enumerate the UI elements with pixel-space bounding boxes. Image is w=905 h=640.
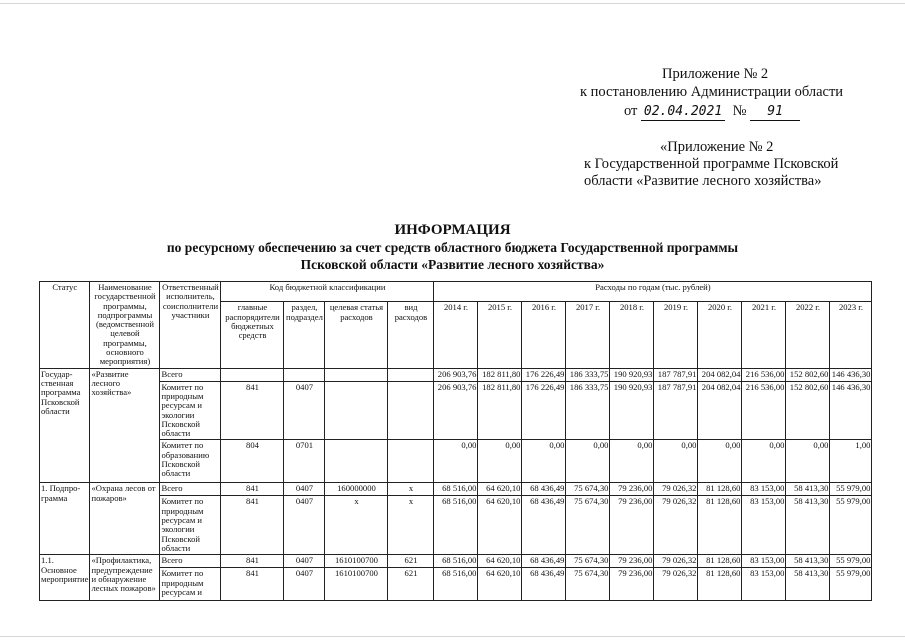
col-name: Наименование государственной программы, подпрограммы (ведомственной целевой программы, основного мероприятия) xyxy=(90,282,160,369)
row-value: 79 026,32 xyxy=(654,496,698,555)
row-grbs: 841 xyxy=(221,381,284,440)
col-year: 2014 г. xyxy=(434,302,478,368)
row-grbs: 841 xyxy=(221,483,284,496)
row-grbs: 841 xyxy=(221,555,284,568)
row-value: 204 082,04 xyxy=(698,381,742,440)
row-status: Государ-ственная программа Псковской области xyxy=(40,368,90,483)
row-value: 81 128,60 xyxy=(698,568,742,601)
row-rzpr: 0407 xyxy=(284,555,325,568)
table-row xyxy=(40,555,872,568)
decree-date-line xyxy=(624,103,800,121)
row-vr xyxy=(388,381,434,440)
document-subtitle-2: Псковской области «Развитие лесного хозяйства» xyxy=(300,257,605,272)
row-value: 204 082,04 xyxy=(698,368,742,381)
row-value: 68 516,00 xyxy=(434,496,478,555)
row-value: 182 811,80 xyxy=(478,368,522,381)
row-value: 206 903,76 xyxy=(434,368,478,381)
row-value: 75 674,30 xyxy=(566,555,610,568)
row-value: 152 802,60 xyxy=(786,368,830,381)
row-value: 64 620,10 xyxy=(478,483,522,496)
row-value: 55 979,00 xyxy=(830,483,872,496)
row-value: 75 674,30 xyxy=(566,483,610,496)
col-expenses: Расходы по годам (тыс. рублей) xyxy=(434,282,872,302)
row-value: 64 620,10 xyxy=(478,555,522,568)
row-value: 79 236,00 xyxy=(610,496,654,555)
appendix-label: Приложение № 2 xyxy=(662,66,769,82)
row-value: 186 333,75 xyxy=(566,368,610,381)
row-responsible: Всего xyxy=(160,368,221,381)
resource-table xyxy=(39,281,872,601)
row-grbs: 841 xyxy=(221,496,284,555)
row-value: 68 436,49 xyxy=(522,483,566,496)
row-csr xyxy=(325,381,388,440)
row-csr xyxy=(325,368,388,381)
row-value: 58 413,30 xyxy=(786,483,830,496)
row-responsible: Всего xyxy=(160,483,221,496)
row-value: 83 153,00 xyxy=(742,555,786,568)
col-csr: целевая статья расходов xyxy=(325,302,388,368)
row-value: 68 436,49 xyxy=(522,496,566,555)
row-value: 182 811,80 xyxy=(478,381,522,440)
row-vr xyxy=(388,440,434,483)
row-value: 216 536,00 xyxy=(742,381,786,440)
row-vr: 621 xyxy=(388,555,434,568)
row-rzpr: 0407 xyxy=(284,496,325,555)
col-budget-code: Код бюджетной классификации xyxy=(221,282,434,302)
row-value: 176 226,49 xyxy=(522,381,566,440)
decree-date: 02.04.2021 xyxy=(641,103,725,121)
row-name: «Развитие лесного хозяйства» xyxy=(90,368,160,483)
row-csr: 1610100700 xyxy=(325,555,388,568)
original-appendix-label: «Приложение № 2 xyxy=(660,139,774,155)
table-row xyxy=(40,568,872,601)
col-year: 2023 г. xyxy=(830,302,872,368)
row-value: 0,00 xyxy=(434,440,478,483)
row-value: 81 128,60 xyxy=(698,555,742,568)
row-status: 1.1. Основное мероприятие xyxy=(40,555,90,601)
table-row xyxy=(40,483,872,496)
row-value: 0,00 xyxy=(522,440,566,483)
row-value: 1,00 xyxy=(830,440,872,483)
row-value: 75 674,30 xyxy=(566,496,610,555)
row-rzpr: 0407 xyxy=(284,568,325,601)
row-value: 190 920,93 xyxy=(610,381,654,440)
document-title: ИНФОРМАЦИЯ xyxy=(394,222,511,238)
row-value: 176 226,49 xyxy=(522,368,566,381)
row-value: 190 920,93 xyxy=(610,368,654,381)
row-value: 79 026,32 xyxy=(654,555,698,568)
row-value: 58 413,30 xyxy=(786,496,830,555)
row-value: 0,00 xyxy=(610,440,654,483)
row-value: 83 153,00 xyxy=(742,496,786,555)
row-vr: 621 xyxy=(388,568,434,601)
row-grbs: 841 xyxy=(221,568,284,601)
col-vr: вид расходов xyxy=(388,302,434,368)
row-value: 68 436,49 xyxy=(522,555,566,568)
row-value: 83 153,00 xyxy=(742,483,786,496)
col-year: 2016 г. xyxy=(522,302,566,368)
row-value: 55 979,00 xyxy=(830,496,872,555)
col-year: 2022 г. xyxy=(786,302,830,368)
row-value: 68 436,49 xyxy=(522,568,566,601)
number-label: № xyxy=(732,103,747,119)
from-label: от xyxy=(624,103,638,119)
row-csr: 1610100700 xyxy=(325,568,388,601)
row-value: 68 516,00 xyxy=(434,483,478,496)
row-value: 55 979,00 xyxy=(830,555,872,568)
col-year: 2018 г. xyxy=(610,302,654,368)
row-value: 58 413,30 xyxy=(786,568,830,601)
col-responsible: Ответственный исполнитель, соисполнители участники xyxy=(160,282,221,369)
decree-number: 91 xyxy=(750,103,800,121)
row-value: 152 802,60 xyxy=(786,381,830,440)
row-name: «Профилактика, предупреждение и обнаружение лесных пожаров» xyxy=(90,555,160,601)
row-responsible: Комитет по образованию Псковской области xyxy=(160,440,221,483)
row-value: 81 128,60 xyxy=(698,496,742,555)
col-year: 2017 г. xyxy=(566,302,610,368)
row-value: 83 153,00 xyxy=(742,568,786,601)
col-year: 2015 г. xyxy=(478,302,522,368)
decree-reference: к постановлению Администрации области xyxy=(580,84,844,100)
table-row xyxy=(40,381,872,440)
row-value: 79 026,32 xyxy=(654,568,698,601)
row-csr: 160000000 xyxy=(325,483,388,496)
row-responsible: Всего xyxy=(160,555,221,568)
row-value: 68 516,00 xyxy=(434,555,478,568)
row-rzpr: 0407 xyxy=(284,381,325,440)
col-year: 2020 г. xyxy=(698,302,742,368)
row-value: 0,00 xyxy=(566,440,610,483)
row-value: 81 128,60 xyxy=(698,483,742,496)
row-value: 0,00 xyxy=(786,440,830,483)
col-grbs: главные распорядители бюджетных средств xyxy=(221,302,284,368)
row-value: 146 436,30 xyxy=(830,368,872,381)
row-name: «Охрана лесов от пожаров» xyxy=(90,483,160,555)
row-rzpr: 0407 xyxy=(284,483,325,496)
table-row xyxy=(40,440,872,483)
col-year: 2021 г. xyxy=(742,302,786,368)
row-value: 0,00 xyxy=(478,440,522,483)
row-value: 0,00 xyxy=(698,440,742,483)
row-value: 58 413,30 xyxy=(786,555,830,568)
row-value: 55 979,00 xyxy=(830,568,872,601)
row-rzpr: 0701 xyxy=(284,440,325,483)
row-value: 187 787,91 xyxy=(654,368,698,381)
row-value: 75 674,30 xyxy=(566,568,610,601)
row-csr: х xyxy=(325,496,388,555)
row-rzpr xyxy=(284,368,325,381)
row-responsible: Комитет по природным ресурсам и xyxy=(160,568,221,601)
row-value: 79 236,00 xyxy=(610,555,654,568)
original-appendix-line1: к Государственной программе Псковской xyxy=(584,156,839,172)
row-value: 68 516,00 xyxy=(434,568,478,601)
col-status: Статус xyxy=(40,282,90,369)
row-value: 186 333,75 xyxy=(566,381,610,440)
row-value: 0,00 xyxy=(742,440,786,483)
table-row xyxy=(40,368,872,381)
row-value: 79 026,32 xyxy=(654,483,698,496)
row-value: 79 236,00 xyxy=(610,568,654,601)
original-appendix-line2: области «Развитие лесного хозяйства» xyxy=(584,173,822,189)
row-grbs xyxy=(221,368,284,381)
row-responsible: Комитет по природным ресурсам и экологии Псковской области xyxy=(160,381,221,440)
row-vr xyxy=(388,368,434,381)
row-value: 206 903,76 xyxy=(434,381,478,440)
row-value: 146 436,30 xyxy=(830,381,872,440)
row-csr xyxy=(325,440,388,483)
row-grbs: 804 xyxy=(221,440,284,483)
document-subtitle-1: по ресурсному обеспечению за счет средств областного бюджета Государственной программы xyxy=(166,240,739,255)
row-value: 0,00 xyxy=(654,440,698,483)
table-body xyxy=(40,368,872,601)
row-vr: х xyxy=(388,483,434,496)
row-status: 1. Подпро-грамма xyxy=(40,483,90,555)
row-responsible: Комитет по природным ресурсам и экологии Псковской области xyxy=(160,496,221,555)
col-year: 2019 г. xyxy=(654,302,698,368)
row-value: 79 236,00 xyxy=(610,483,654,496)
row-vr: х xyxy=(388,496,434,555)
table-row xyxy=(40,496,872,555)
row-value: 64 620,10 xyxy=(478,568,522,601)
row-value: 187 787,91 xyxy=(654,381,698,440)
row-value: 64 620,10 xyxy=(478,496,522,555)
col-rzpr: раздел, подраздел xyxy=(284,302,325,368)
row-value: 216 536,00 xyxy=(742,368,786,381)
